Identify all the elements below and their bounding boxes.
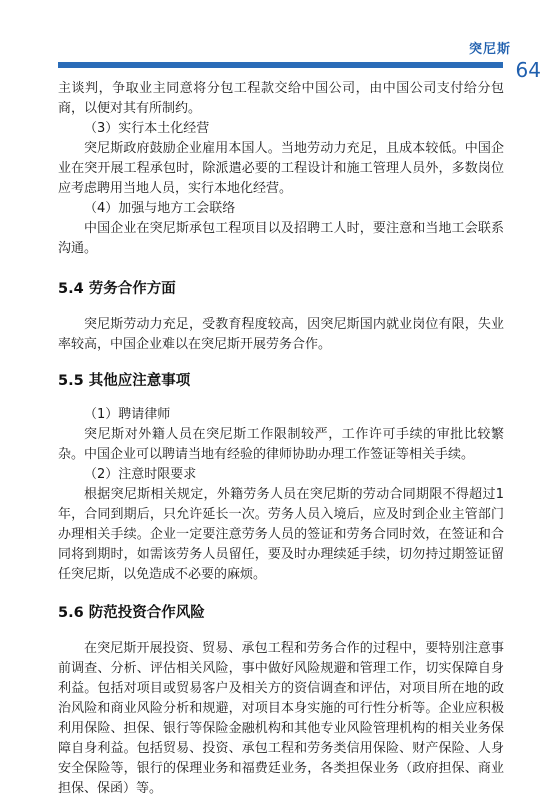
time-limits-paragraph: 根据突尼斯相关规定，外籍劳务人员在突尼斯的劳动合同期限不得超过1年，合同到期后，只允许延长一次。劳务人员入境后，应及时到企业主管部门办理相关手续。企业一定要注意劳务人员的签证和劳务合同时效，在签证和合同将到期时，如需该劳务人员留任，要及时办理续延手续，切勿持过期签证留任突尼斯，以免造成不必要的麻烦。 <box>58 487 504 582</box>
intro-paragraph-continued: 主谈判，争取业主同意将分包工程款交给中国公司，由中国公司支付给分包商，以便对其有所制约。 <box>58 81 504 116</box>
hire-lawyer-paragraph: 突尼斯对外籍人员在突尼斯工作限制较严，工作许可手续的审批比较繁杂。中国企业可以聘请当地有经验的律师协助办理工作签证等相关手续。 <box>58 427 504 462</box>
subheading-hire-lawyer: （1）聘请律师 <box>84 407 171 422</box>
subheading-localization: （3）实行本土化经营 <box>84 121 210 136</box>
labor-cooperation-paragraph: 突尼斯劳动力充足，受教育程度较高，因突尼斯国内就业岗位有限，失业率较高，中国企业难以在突尼斯开展劳务合作。 <box>58 317 504 352</box>
localization-paragraph: 突尼斯政府鼓励企业雇用本国人。当地劳动力充足，且成本较低。中国企业在突开展工程承包时，除派遣必要的工程设计和施工管理人员外，多数岗位应考虑聘用当地人员，实行本地化经营。 <box>58 141 504 196</box>
union-liaison-paragraph: 中国企业在突尼斯承包工程项目以及招聘工人时，要注意和当地工会联系沟通。 <box>58 221 504 256</box>
section-heading-labor-cooperation: 5.4 劳务合作方面 <box>58 281 176 297</box>
subheading-time-limits: （2）注意时限要求 <box>84 467 197 482</box>
header-rule <box>58 62 503 68</box>
risk-prevention-paragraph: 在突尼斯开展投资、贸易、承包工程和劳务合作的过程中，要特别注意事前调查、分析、评估相关风险，事中做好风险规避和管理工作，切实保障自身利益。包括对项目或贸易客户及相关方的资信调查和评估，对项目所在地的政治风险和商业风险分析和规避，对项目本身实施的可行性分析等。企业应积极利用保险、担保、银行等保险金融机构和其他专业风险管理机构的相关业务保障自身利益。包括贸易、投资、承包工程和劳务类信用保险、财产保险、人身安全保险等，银行的保理业务和福费廷业务，各类担保业务（政府担保、商业担保、保函）等。 <box>58 641 504 796</box>
subheading-union-liaison: （4）加强与地方工会联络 <box>84 201 236 216</box>
page-number: 64 <box>515 58 541 82</box>
section-heading-other-notes: 5.5 其他应注意事项 <box>58 373 191 389</box>
running-header-title: 突尼斯 <box>468 42 511 57</box>
section-heading-risk-prevention: 5.6 防范投资合作风险 <box>58 605 205 621</box>
page-content <box>58 79 504 799</box>
